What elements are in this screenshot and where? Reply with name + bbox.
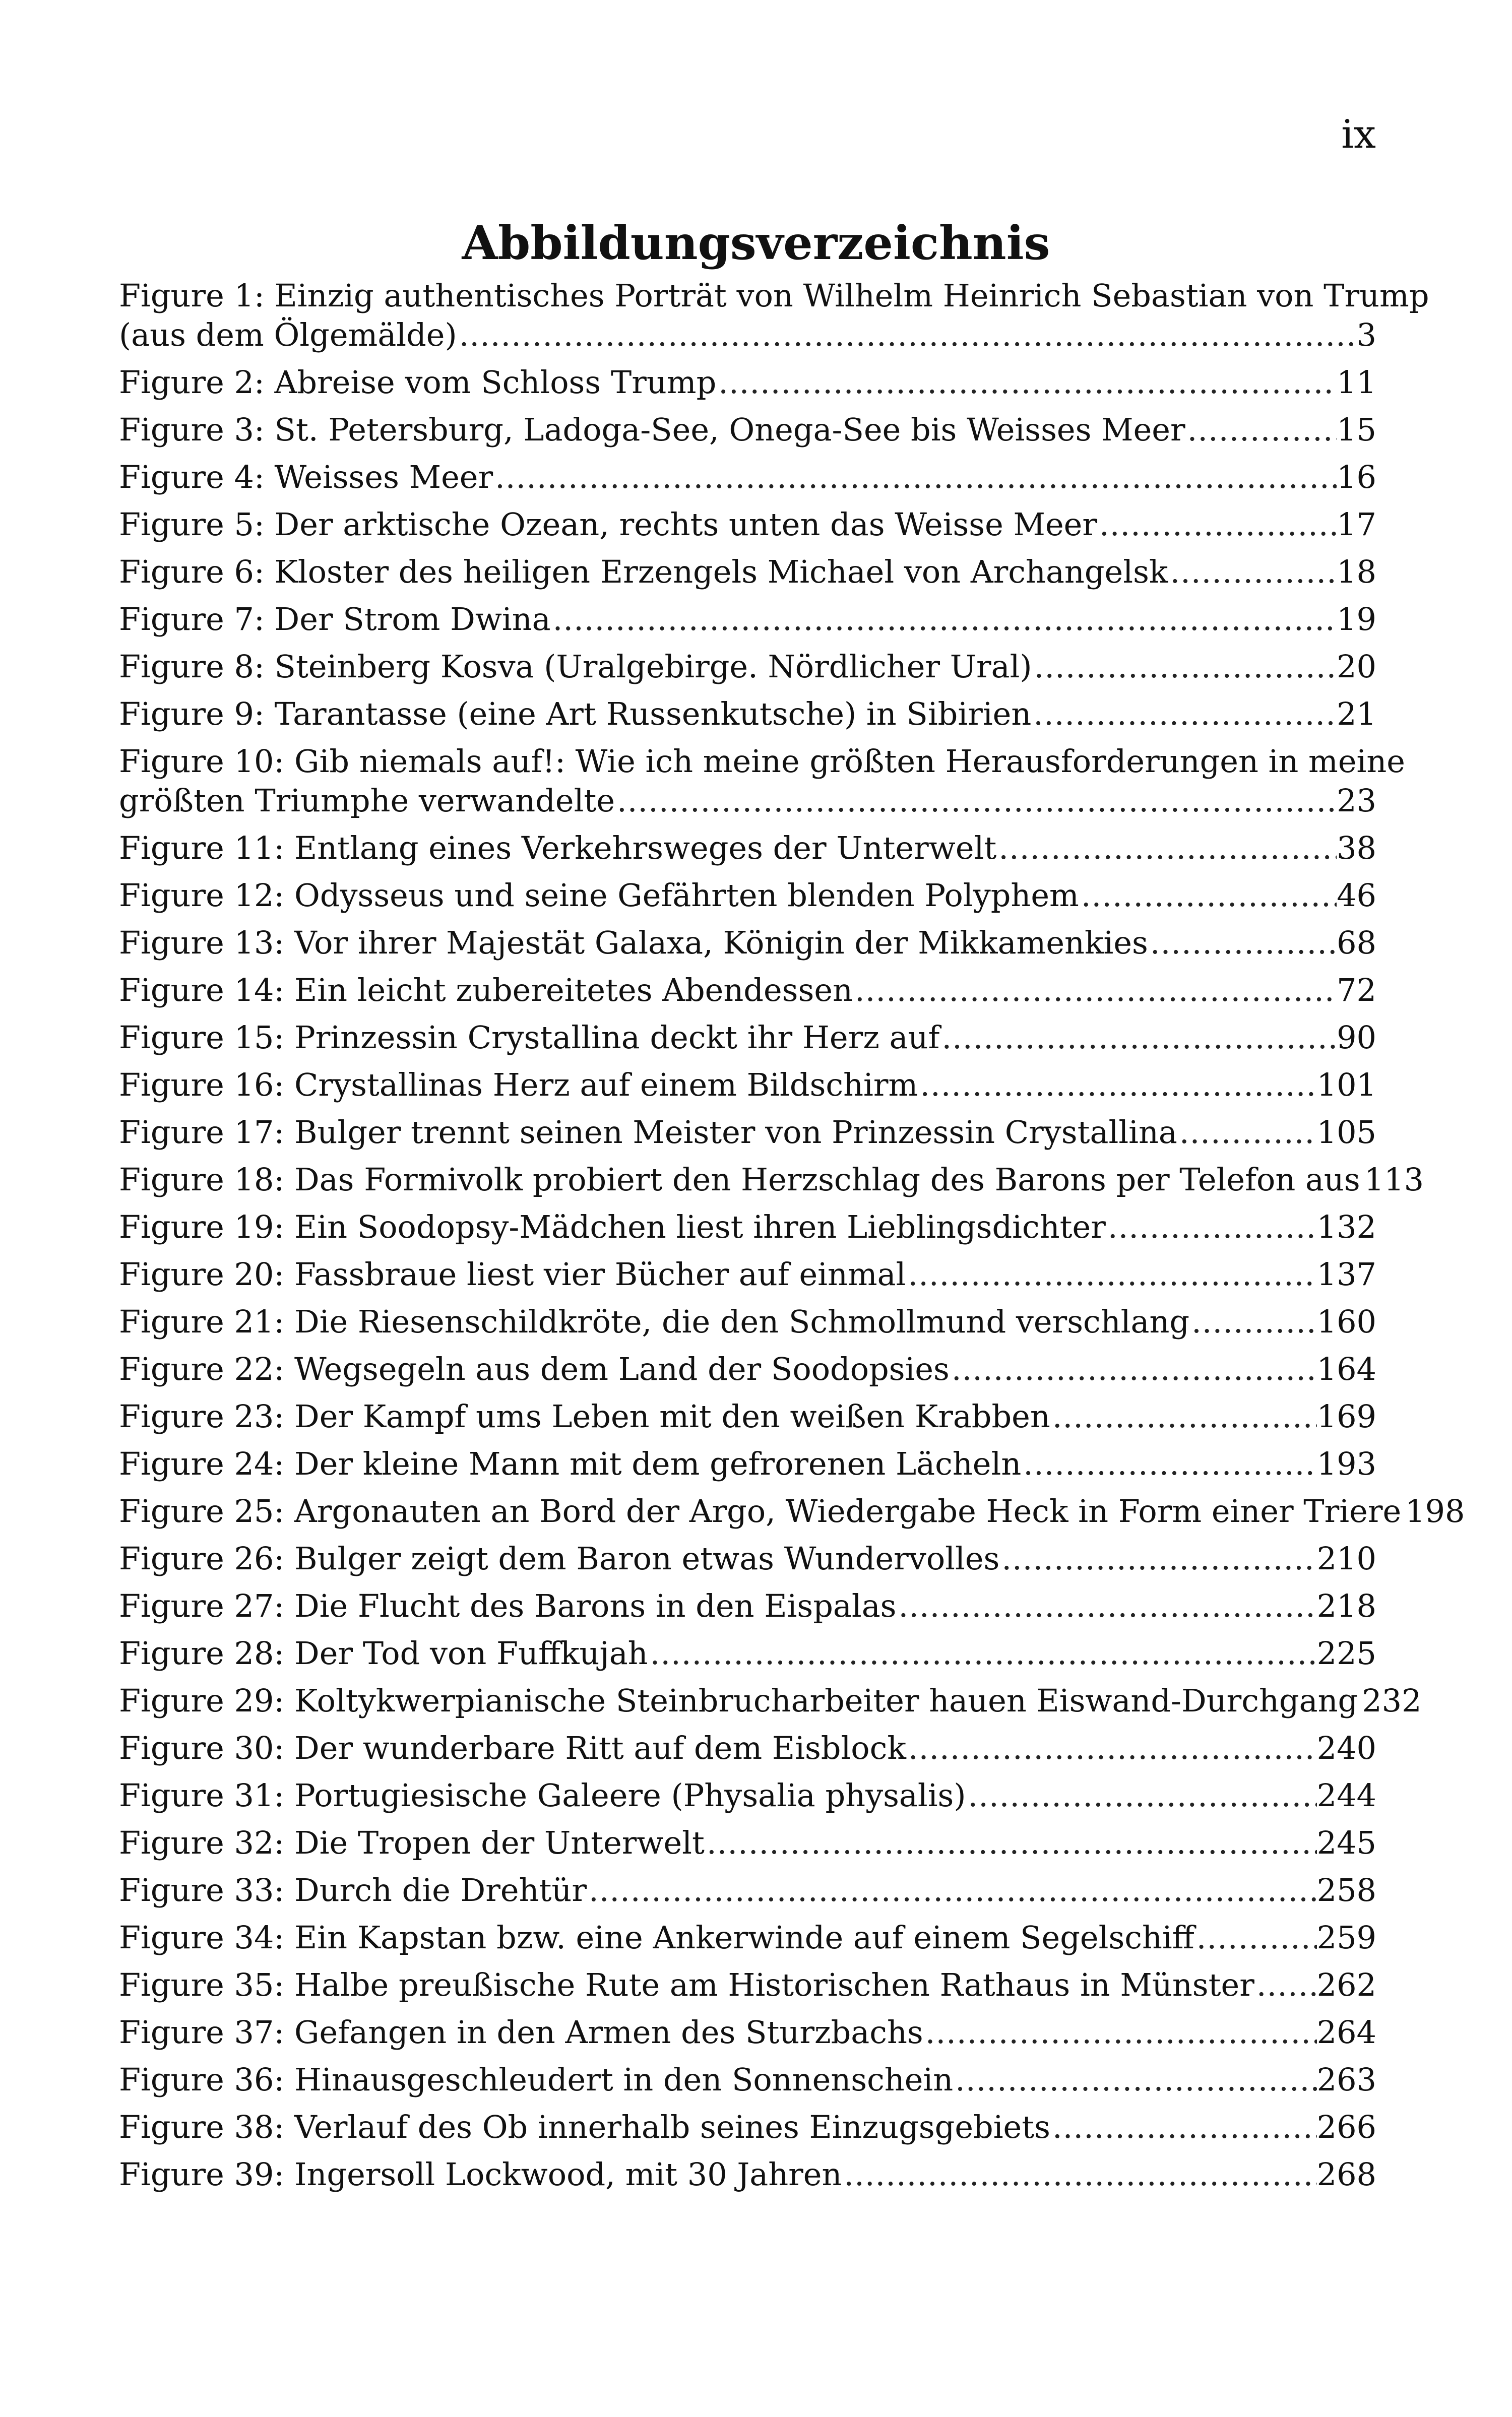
dot-leader xyxy=(1097,501,1337,548)
dot-leader xyxy=(1360,1156,1364,1203)
dot-leader xyxy=(1079,872,1337,919)
toc-entry[interactable] xyxy=(119,1061,1376,1109)
toc-entry-label: Figure 11: Entlang eines Verkehrsweges der Unterwelt xyxy=(119,830,997,866)
toc-entry[interactable] xyxy=(119,1488,1465,1535)
toc-entry-label: Figure 21: Die Riesenschildkröte, die den Schmollmund verschlang xyxy=(119,1303,1190,1340)
page-title: Abbildungsverzeichnis xyxy=(462,216,1050,270)
toc-entry-label: Figure 16: Crystallinas Herz auf einem Bildschirm xyxy=(119,1066,918,1103)
toc-entry-label: Figure 30: Der wunderbare Ritt auf dem Eisblock xyxy=(119,1730,906,1766)
dot-leader xyxy=(1185,406,1337,454)
toc-entry[interactable] xyxy=(119,454,1376,501)
dot-leader xyxy=(551,596,1337,643)
toc-entry-label: Figure 28: Der Tod von Fuffkujah xyxy=(119,1635,648,1672)
toc-entry-label: Figure 24: Der kleine Mann mit dem gefrorenen Lächeln xyxy=(119,1445,1022,1482)
page-number: ix xyxy=(1341,112,1376,157)
toc-entry-label: Figure 19: Ein Soodopsy-Mädchen liest ihren Lieblingsdichter xyxy=(119,1208,1106,1245)
toc-entry-page: 232 xyxy=(1362,1682,1422,1719)
toc-entry-label: Figure 35: Halbe preußische Rute am Historischen Rathaus in Münster xyxy=(119,1966,1254,2003)
toc-entry-label: Figure 34: Ein Kapstan bzw. eine Ankerwinde auf einem Segelschiff xyxy=(119,1919,1194,1956)
toc-entry-page: 225 xyxy=(1316,1635,1376,1672)
toc-entry-label: Figure 39: Ingersoll Lockwood, mit 30 Jahren xyxy=(119,2156,842,2193)
dot-leader xyxy=(906,1725,1317,1772)
toc-entry[interactable] xyxy=(119,1535,1376,1582)
toc-entry-label: Figure 31: Portugiesische Galeere (Physalia physalis) xyxy=(119,1777,966,1814)
toc-entry-label: Figure 23: Der Kampf ums Leben mit den weißen Krabben xyxy=(119,1398,1050,1435)
dot-leader xyxy=(906,1251,1316,1298)
toc-entry-label: Figure 20: Fassbraue liest vier Bücher auf einmal xyxy=(119,1256,906,1293)
dot-leader xyxy=(457,315,1357,355)
dot-leader xyxy=(918,1061,1316,1109)
toc-entry-page: 198 xyxy=(1405,1493,1465,1530)
toc-entry-page: 38 xyxy=(1337,830,1376,866)
dot-leader xyxy=(705,1819,1317,1867)
toc-entry[interactable] xyxy=(119,1961,1376,2009)
toc-entry-label: Figure 18: Das Formivolk probiert den Herzschlag des Barons per Telefon aus xyxy=(119,1161,1360,1198)
toc-entry-page: 90 xyxy=(1337,1019,1376,1056)
dot-leader xyxy=(587,1867,1317,1914)
dot-leader xyxy=(493,454,1337,501)
toc-entry[interactable] xyxy=(119,501,1376,548)
toc-entry[interactable] xyxy=(119,1346,1376,1393)
toc-entry-page: 105 xyxy=(1316,1114,1376,1151)
list-of-figures xyxy=(119,272,1465,2198)
toc-entry-page: 266 xyxy=(1316,2109,1376,2145)
toc-entry[interactable] xyxy=(119,1109,1376,1156)
toc-entry-label: Figure 5: Der arktische Ozean, rechts unten das Weisse Meer xyxy=(119,506,1098,543)
toc-entry-page: 3 xyxy=(1356,316,1376,353)
toc-entry-label-continued: größten Triumphe verwandelte xyxy=(119,782,615,819)
toc-entry-label-continued: (aus dem Ölgemälde) xyxy=(119,316,457,353)
toc-entry-page: 72 xyxy=(1337,972,1376,1008)
dot-leader xyxy=(923,2009,1317,2056)
toc-entry[interactable] xyxy=(119,1440,1376,1488)
toc-entry-label: Figure 32: Die Tropen der Unterwelt xyxy=(119,1824,705,1861)
toc-entry-page: 23 xyxy=(1337,782,1376,819)
dot-leader xyxy=(1401,1488,1405,1535)
dot-leader xyxy=(842,2151,1316,2198)
dot-leader xyxy=(1031,690,1337,738)
toc-entry-page: 240 xyxy=(1316,1730,1376,1766)
toc-entry-page: 259 xyxy=(1316,1919,1376,1956)
toc-entry-page: 263 xyxy=(1316,2061,1376,2098)
toc-entry[interactable] xyxy=(119,548,1376,596)
toc-entry-label: Figure 6: Kloster des heiligen Erzengels Michael von Archangelsk xyxy=(119,553,1168,590)
toc-entry[interactable] xyxy=(119,1156,1424,1203)
toc-entry-page: 15 xyxy=(1337,411,1376,448)
dot-leader xyxy=(1254,1961,1317,2009)
toc-entry-page: 218 xyxy=(1316,1587,1376,1624)
dot-leader xyxy=(897,1582,1317,1630)
toc-entry-page: 21 xyxy=(1337,695,1376,732)
toc-entry-label: Figure 37: Gefangen in den Armen des Sturzbachs xyxy=(119,2014,923,2051)
toc-entry[interactable] xyxy=(119,919,1376,967)
toc-entry-page: 160 xyxy=(1316,1303,1376,1340)
toc-entry-label: Figure 29: Koltykwerpianische Steinbrucharbeiter hauen Eiswand-Durchgang xyxy=(119,1682,1358,1719)
toc-entry[interactable] xyxy=(119,276,1429,355)
toc-entry-page: 210 xyxy=(1316,1540,1376,1577)
toc-entry[interactable] xyxy=(119,1677,1422,1725)
dot-leader xyxy=(1358,1677,1362,1725)
toc-entry-page: 244 xyxy=(1316,1777,1376,1814)
toc-entry-label: Figure 7: Der Strom Dwina xyxy=(119,601,551,638)
dot-leader xyxy=(1050,1393,1317,1440)
toc-entry-label: Figure 15: Prinzessin Crystallina deckt ihr Herz auf xyxy=(119,1019,940,1056)
toc-entry[interactable] xyxy=(119,824,1376,872)
toc-entry[interactable] xyxy=(119,1819,1376,1867)
dot-leader xyxy=(939,1014,1337,1061)
dot-leader xyxy=(966,1772,1317,1819)
toc-entry-label: Figure 26: Bulger zeigt dem Baron etwas Wundervolles xyxy=(119,1540,1000,1577)
toc-entry-page: 264 xyxy=(1316,2014,1376,2051)
toc-entry[interactable] xyxy=(119,2009,1376,2056)
toc-entry[interactable] xyxy=(119,1251,1376,1298)
toc-entry-label: Figure 22: Wegsegeln aus dem Land der Soodopsies xyxy=(119,1351,950,1387)
toc-entry-page: 16 xyxy=(1337,459,1376,495)
toc-entry[interactable] xyxy=(119,596,1376,643)
toc-entry-page: 19 xyxy=(1337,601,1376,638)
toc-entry[interactable] xyxy=(119,967,1376,1014)
toc-entry-page: 164 xyxy=(1316,1351,1376,1387)
dot-leader xyxy=(1189,1298,1317,1346)
toc-entry[interactable] xyxy=(119,406,1376,454)
toc-entry-label: Figure 2: Abreise vom Schloss Trump xyxy=(119,364,717,401)
dot-leader xyxy=(615,781,1337,820)
toc-entry-page: 268 xyxy=(1316,2156,1376,2193)
dot-leader xyxy=(1021,1440,1316,1488)
toc-entry[interactable] xyxy=(119,1582,1376,1630)
toc-entry-label: Figure 12: Odysseus und seine Gefährten blenden Polyphem xyxy=(119,877,1079,914)
toc-entry-page: 20 xyxy=(1337,648,1376,685)
toc-entry[interactable] xyxy=(119,872,1376,919)
toc-entry[interactable] xyxy=(119,2056,1376,2104)
toc-entry-label: Figure 38: Verlauf des Ob innerhalb seines Einzugsgebiets xyxy=(119,2109,1050,2145)
toc-entry-page: 193 xyxy=(1316,1445,1376,1482)
toc-entry-label: Figure 13: Vor ihrer Majestät Galaxa, Königin der Mikkamenkies xyxy=(119,924,1148,961)
dot-leader xyxy=(716,359,1337,406)
dot-leader xyxy=(953,2056,1316,2104)
toc-entry-label: Figure 17: Bulger trennt seinen Meister von Prinzessin Crystallina xyxy=(119,1114,1177,1151)
toc-entry[interactable] xyxy=(119,1867,1376,1914)
toc-entry-page: 17 xyxy=(1337,506,1376,543)
toc-entry-page: 137 xyxy=(1316,1256,1376,1293)
toc-entry-page: 169 xyxy=(1316,1398,1376,1435)
toc-entry-label: Figure 36: Hinausgeschleudert in den Sonnenschein xyxy=(119,2061,954,2098)
toc-entry-label: Figure 25: Argonauten an Bord der Argo, Wiedergabe Heck in Form einer Triere xyxy=(119,1493,1402,1530)
toc-entry-label: Figure 10: Gib niemals auf!: Wie ich meine größten Herausforderungen in meine xyxy=(119,743,1405,780)
toc-entry[interactable] xyxy=(119,2104,1376,2151)
toc-entry[interactable] xyxy=(119,1014,1376,1061)
toc-entry-page: 113 xyxy=(1364,1161,1424,1198)
toc-entry[interactable] xyxy=(119,1725,1376,1772)
dot-leader xyxy=(1168,548,1337,596)
toc-entry[interactable] xyxy=(119,1630,1376,1677)
toc-entry-page: 68 xyxy=(1337,924,1376,961)
toc-entry-label: Figure 3: St. Petersburg, Ladoga-See, Onega-See bis Weisses Meer xyxy=(119,411,1185,448)
toc-entry-page: 18 xyxy=(1337,553,1376,590)
toc-entry-label: Figure 9: Tarantasse (eine Art Russenkutsche) in Sibirien xyxy=(119,695,1032,732)
dot-leader xyxy=(1032,643,1337,690)
toc-entry-label: Figure 27: Die Flucht des Barons in den Eispalas xyxy=(119,1587,897,1624)
toc-entry-label: Figure 8: Steinberg Kosva (Uralgebirge. Nördlicher Ural) xyxy=(119,648,1032,685)
toc-entry[interactable] xyxy=(119,1203,1376,1251)
toc-entry[interactable] xyxy=(119,1298,1376,1346)
toc-entry[interactable] xyxy=(119,742,1405,820)
toc-entry-label: Figure 14: Ein leicht zubereitetes Abendessen xyxy=(119,972,853,1008)
toc-entry-page: 245 xyxy=(1316,1824,1376,1861)
toc-entry-page: 132 xyxy=(1316,1208,1376,1245)
toc-entry[interactable] xyxy=(119,1393,1376,1440)
dot-leader xyxy=(853,967,1337,1014)
toc-entry-label: Figure 1: Einzig authentisches Porträt von Wilhelm Heinrich Sebastian von Trump xyxy=(119,277,1429,314)
dot-leader xyxy=(648,1630,1317,1677)
dot-leader xyxy=(999,1535,1316,1582)
dot-leader xyxy=(1177,1109,1317,1156)
toc-entry-page: 46 xyxy=(1337,877,1376,914)
dot-leader xyxy=(1050,2104,1317,2151)
toc-entry[interactable] xyxy=(119,1914,1376,1961)
dot-leader xyxy=(1148,919,1337,967)
toc-entry-label: Figure 4: Weisses Meer xyxy=(119,459,493,495)
dot-leader xyxy=(996,824,1337,872)
dot-leader xyxy=(1106,1203,1317,1251)
toc-entry[interactable] xyxy=(119,359,1376,406)
toc-entry-label: Figure 33: Durch die Drehtür xyxy=(119,1872,587,1909)
toc-entry[interactable] xyxy=(119,1772,1376,1819)
toc-entry-page: 11 xyxy=(1337,364,1376,401)
dot-leader xyxy=(950,1346,1317,1393)
toc-entry-page: 101 xyxy=(1316,1066,1376,1103)
toc-entry[interactable] xyxy=(119,643,1376,690)
toc-entry[interactable] xyxy=(119,2151,1376,2198)
toc-entry[interactable] xyxy=(119,690,1376,738)
toc-entry-page: 258 xyxy=(1316,1872,1376,1909)
toc-entry-page: 262 xyxy=(1316,1966,1376,2003)
dot-leader xyxy=(1194,1914,1317,1961)
